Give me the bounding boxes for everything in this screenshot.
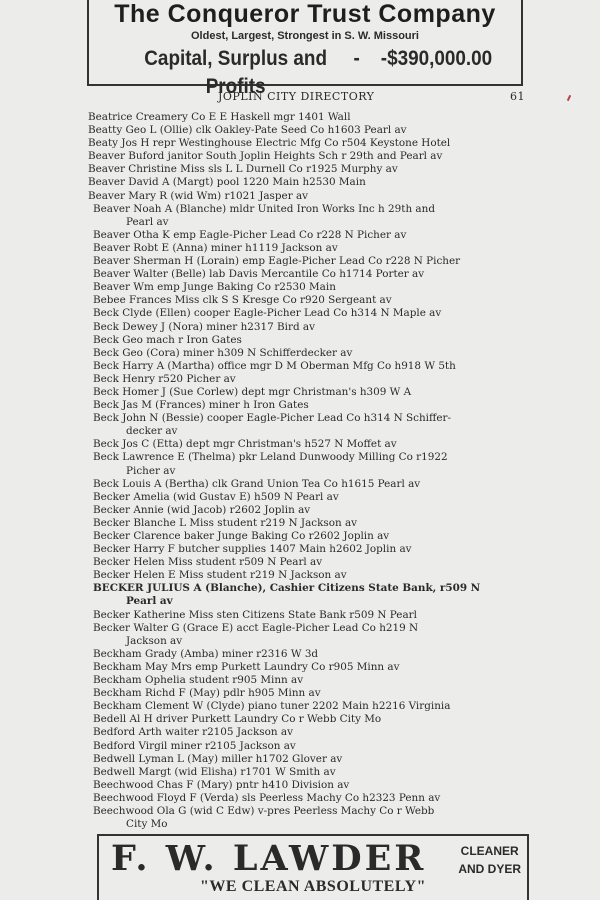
- directory-entry: [88, 242, 538, 255]
- directory-entry: [88, 713, 538, 726]
- entry-text: Becker Helen Miss student r509 N Pearl av: [93, 556, 323, 569]
- directory-entry: [88, 229, 538, 242]
- entry-text: Beck Harry A (Martha) office mgr D M Oberman Mfg Co h918 W 5th: [93, 359, 456, 372]
- entry-text: BECKER JULIUS A (Blanche), Cashier Citizens State Bank, r509 N: [93, 582, 481, 595]
- directory-entry: [88, 360, 538, 373]
- directory-entry: [88, 307, 538, 320]
- directory-entry: [88, 674, 538, 687]
- entry-text: Becker Clarence baker Junge Baking Co r2602 Joplin av: [93, 530, 390, 542]
- entry-text: Beck John N (Bessie) cooper Eagle-Picher Lead Co h314 N Schiffer-: [93, 412, 451, 425]
- directory-entry: [88, 478, 538, 491]
- directory-entry: [88, 373, 538, 386]
- directory-entry: [88, 805, 538, 831]
- advertiser-name: The Conqueror Trust Company: [114, 0, 496, 28]
- entry-text: Beckham May Mrs emp Purkett Laundry Co r905 Minn av: [93, 660, 400, 673]
- entry-text: Beaty Jos H repr Westinghouse Electric Mfg Co r504 Keystone Hotel: [88, 137, 451, 150]
- entry-text: Bedwell Margt (wid Elisha) r1701 W Smith av: [93, 765, 336, 778]
- directory-entry: [88, 334, 538, 347]
- entry-text: Beck Jas M (Frances) miner h Iron Gates: [93, 399, 309, 412]
- advertiser-tagline: Oldest, Largest, Strongest in S. W. Missouri: [191, 30, 419, 42]
- directory-entry: [88, 451, 538, 477]
- directory-entry: [88, 582, 538, 608]
- capital-amount: $390,000.00: [387, 47, 493, 70]
- entry-text: Beck Dewey J (Nora) miner h2317 Bird av: [93, 320, 315, 333]
- entry-continuation: Picher av: [126, 464, 176, 477]
- directory-entry: [88, 137, 538, 150]
- directory-entry: [88, 740, 538, 753]
- directory-listing: [88, 111, 538, 831]
- entry-text: Becker Blanche L Miss student r219 N Jackson av: [93, 516, 358, 529]
- entry-text: Becker Helen E Miss student r219 N Jackson av: [93, 569, 347, 582]
- lawder-trade: [458, 842, 521, 878]
- entry-text: Beaver Sherman H (Lorain) emp Eagle-Picher Lead Co r228 N Picher: [93, 255, 461, 268]
- directory-entry: [88, 556, 538, 569]
- directory-entry: [88, 700, 538, 713]
- entry-text: Beaver David A (Margt) pool 1220 Main h2530 Main: [88, 176, 366, 189]
- page-number: 61: [510, 90, 525, 103]
- directory-entry: [88, 504, 538, 517]
- directory-entry: [88, 347, 538, 360]
- red-ink-mark: [567, 95, 571, 101]
- entry-text: Beaver Otha K emp Eagle-Picher Lead Co r228 N Picher av: [93, 228, 407, 241]
- directory-entry: [88, 255, 538, 268]
- entry-text: Beatrice Creamery Co E E Haskell mgr 1401 Wall: [88, 111, 351, 123]
- directory-entry: [88, 268, 538, 281]
- entry-text: Beaver Wm emp Junge Baking Co r2530 Main: [93, 281, 336, 294]
- directory-entry: [88, 726, 538, 739]
- directory-title: JOPLIN CITY DIRECTORY: [218, 90, 375, 103]
- entry-text: Becker Katherine Miss sten Citizens State Bank r509 N Pearl: [93, 608, 417, 621]
- entry-continuation: City Mo: [126, 818, 168, 831]
- directory-entry: [88, 766, 538, 779]
- entry-text: Beaver Mary R (wid Wm) r1021 Jasper av: [88, 189, 309, 202]
- entry-text: Becker Walter G (Grace E) acct Eagle-Picher Lead Co h219 N: [93, 621, 419, 634]
- entry-text: Beatty Geo L (Ollie) clk Oakley-Pate Seed Co h1603 Pearl av: [88, 124, 407, 137]
- entry-text: Beck Geo mach r Iron Gates: [93, 333, 242, 346]
- entry-text: Beechwood Chas F (Mary) pntr h410 Division av: [93, 778, 350, 791]
- entry-text: Beck Clyde (Ellen) cooper Eagle-Picher Lead Co h314 N Maple av: [93, 307, 442, 320]
- entry-continuation: decker av: [126, 425, 178, 438]
- entry-text: Beaver Robt E (Anna) miner h1119 Jackson av: [93, 241, 338, 254]
- capital-dashes: - -: [353, 47, 388, 70]
- directory-entry: [88, 543, 538, 556]
- directory-entry: [88, 386, 538, 399]
- directory-entry: [88, 779, 538, 792]
- directory-entry: [88, 111, 538, 124]
- directory-entry: [88, 399, 538, 412]
- entry-text: Bedford Virgil miner r2105 Jackson av: [93, 739, 296, 752]
- directory-entry: [88, 517, 538, 530]
- directory-entry: [88, 491, 538, 504]
- directory-entry: [88, 190, 538, 203]
- directory-entry: [88, 530, 538, 543]
- entry-text: Beckham Ophelia student r905 Minn av: [93, 674, 304, 687]
- directory-entry: [88, 176, 538, 189]
- lawder-advertisement: [97, 834, 529, 900]
- running-head: [88, 90, 525, 106]
- directory-entry: [88, 438, 538, 451]
- entry-text: Beckham Clement W (Clyde) piano tuner 2202 Main h2216 Virginia: [93, 700, 451, 713]
- directory-entry: [88, 281, 538, 294]
- entry-continuation: Pearl av: [126, 215, 169, 228]
- entry-text: Beck Geo (Cora) miner h309 N Schifferdecker av: [93, 346, 353, 359]
- entry-text: Beechwood Floyd F (Verda) sls Peerless Machy Co h2323 Penn av: [93, 791, 441, 804]
- entry-text: Becker Amelia (wid Gustav E) h509 N Pearl av: [93, 490, 339, 503]
- entry-text: Beckham Grady (Amba) miner r2316 W 3d: [93, 647, 319, 660]
- lawder-trade-line-2: AND DYER: [458, 862, 521, 876]
- entry-text: Beaver Noah A (Blanche) mldr United Iron Works Inc h 29th and: [93, 202, 435, 215]
- entry-text: Beck Jos C (Etta) dept mgr Christman's h527 N Moffet av: [93, 438, 397, 451]
- entry-text: Beckham Richd F (May) pdlr h905 Minn av: [93, 687, 321, 700]
- entry-text: Beck Lawrence E (Thelma) pkr Leland Dunwoody Milling Co r1922: [93, 451, 448, 464]
- directory-entry: [88, 622, 538, 648]
- entry-continuation: Jackson av: [126, 634, 183, 647]
- directory-entry: [88, 163, 538, 176]
- entry-text: Beck Homer J (Sue Corlew) dept mgr Christman's h309 W A: [93, 385, 412, 398]
- directory-entry: [88, 412, 538, 438]
- entry-continuation: Pearl av: [126, 595, 173, 608]
- lawder-slogan: "WE CLEAN ABSOLUTELY": [200, 878, 426, 895]
- entry-text: Becker Harry F butcher supplies 1407 Main h2602 Joplin av: [93, 543, 412, 556]
- entry-text: Beck Henry r520 Picher av: [93, 372, 236, 385]
- entry-text: Bedwell Lyman L (May) miller h1702 Glover av: [93, 752, 343, 765]
- directory-entry: [88, 124, 538, 137]
- directory-entry: [88, 661, 538, 674]
- entry-text: Beaver Christine Miss sls L L Durnell Co r1925 Murphy av: [88, 163, 398, 176]
- lawder-trade-line-1: CLEANER: [460, 844, 519, 858]
- entry-text: Bebee Frances Miss clk S S Kresge Co r920 Sergeant av: [93, 294, 392, 307]
- directory-entry: [88, 294, 538, 307]
- directory-entry: [88, 569, 538, 582]
- directory-entry: [88, 203, 538, 229]
- directory-entry: [88, 609, 538, 622]
- entry-text: Beaver Walter (Belle) lab Davis Mercantile Co h1714 Porter av: [93, 268, 425, 281]
- directory-entry: [88, 753, 538, 766]
- directory-entry: [88, 321, 538, 334]
- entry-text: Bedford Arth waiter r2105 Jackson av: [93, 726, 293, 739]
- directory-entry: [88, 648, 538, 661]
- entry-text: Bedell Al H driver Purkett Laundry Co r Webb City Mo: [93, 713, 382, 726]
- lawder-firm-name: F. W. LAWDER: [111, 838, 427, 879]
- entry-text: Beaver Buford janitor South Joplin Heights Sch r 29th and Pearl av: [88, 150, 443, 163]
- entry-text: Beechwood Ola G (wid C Edw) v-pres Peerless Machy Co r Webb: [93, 804, 435, 817]
- directory-entry: [88, 687, 538, 700]
- capital-label: Capital, Surplus and Profits: [144, 47, 328, 98]
- entry-text: Beck Louis A (Bertha) clk Grand Union Tea Co h1615 Pearl av: [93, 477, 421, 490]
- directory-entry: [88, 792, 538, 805]
- entry-text: Becker Annie (wid Jacob) r2602 Joplin av: [93, 503, 311, 516]
- directory-entry: [88, 150, 538, 163]
